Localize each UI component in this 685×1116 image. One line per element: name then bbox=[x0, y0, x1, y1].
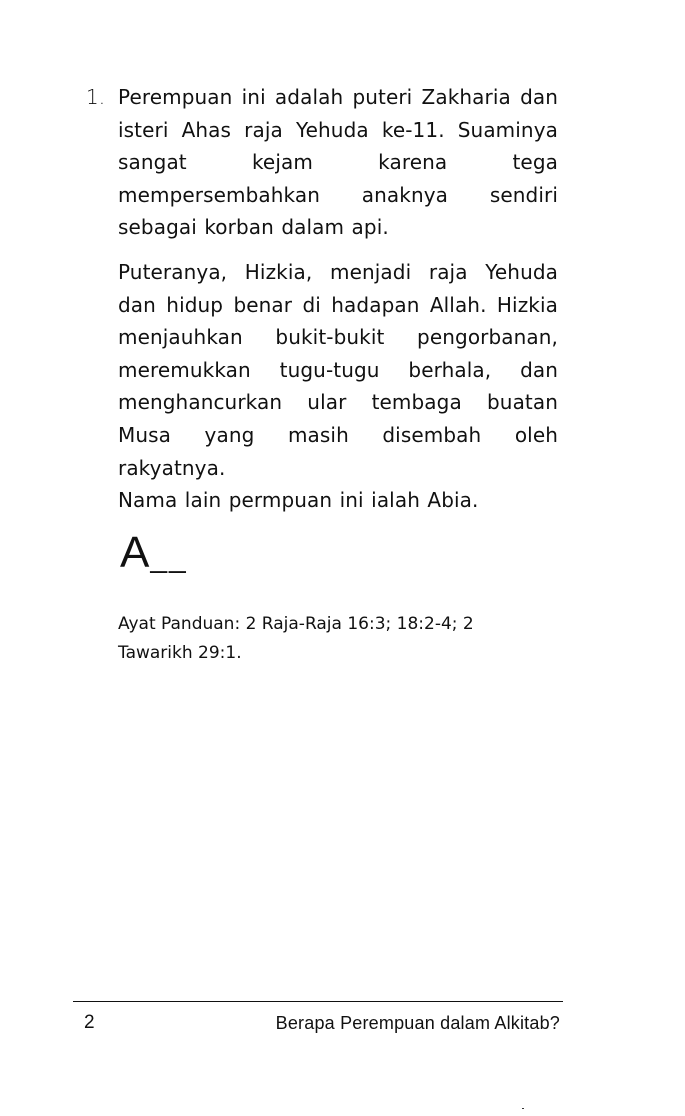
scan-speck bbox=[522, 1108, 524, 1109]
question-paragraph-2: Puteranya, Hizkia, menjadi raja Yehuda dan hidup benar di hadapan Allah. Hizkia menjauhkan bukit-bukit pengorbanan, meremukkan tugu-tugu berhala, dan menghancurkan ular tembaga buatan Musa yang masih disembah oleh rakyatnya. bbox=[118, 259, 558, 480]
question-number: 1. bbox=[86, 85, 106, 109]
question-paragraph-3: Nama lain permpuan ini ialah Abia. bbox=[118, 488, 479, 513]
answer-first-letter: A bbox=[120, 528, 151, 577]
page-footer bbox=[82, 1008, 560, 1038]
book-title: Berapa Perempuan dalam Alkitab? bbox=[275, 1012, 560, 1033]
question-item bbox=[86, 81, 560, 517]
answer-blanks: __ bbox=[150, 541, 188, 574]
question-body bbox=[118, 81, 558, 517]
question-paragraph-1: Perempuan ini adalah puteri Zakharia dan isteri Ahas raja Yehuda ke-11. Suaminya sangat kejam karena tega mempersembahkan anaknya sendiri sebagai korban dalam api. bbox=[118, 85, 558, 240]
page-number: 2 bbox=[84, 1012, 95, 1033]
footer-divider bbox=[73, 1001, 563, 1002]
scripture-reference: Ayat Panduan: 2 Raja-Raja 16:3; 18:2-4; 2 Tawarikh 29:1. bbox=[118, 614, 474, 663]
answer-hint bbox=[120, 528, 188, 583]
